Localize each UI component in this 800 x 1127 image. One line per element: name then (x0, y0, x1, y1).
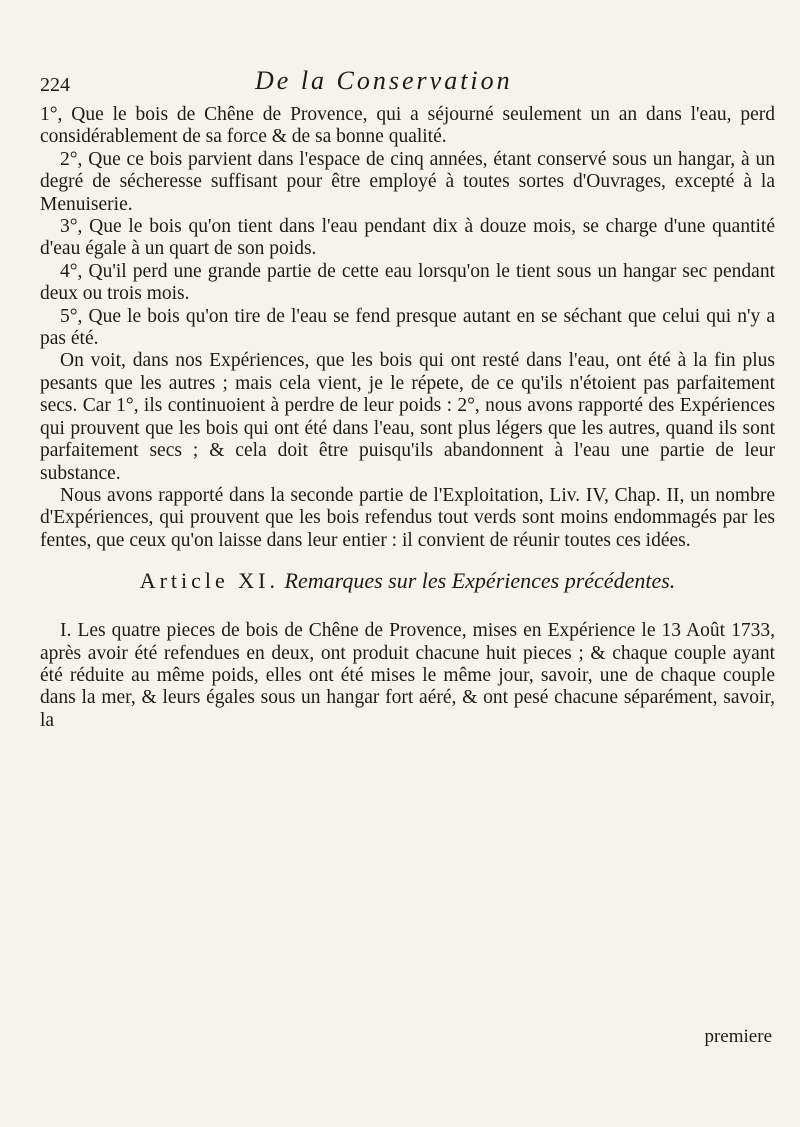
body-text (40, 104, 775, 732)
paragraph-conclusion-5: 5°, Que le bois qu'on tire de l'eau se fend presque autant en se séchant que celui qui n'y a pas été. (40, 305, 775, 350)
page-header (40, 66, 760, 106)
paragraph-conclusion-3: 3°, Que le bois qu'on tient dans l'eau pendant dix à douze mois, se charge d'une quantité d'eau égale à un quart de son poids. (40, 216, 775, 260)
article-title: Remarques sur les Expériences précédentes. (284, 568, 676, 594)
page-number: 224 (40, 74, 70, 96)
catchword: premiere (704, 1026, 772, 1047)
paragraph-conclusion-1: 1°, Que le bois de Chêne de Provence, qui a séjourné seulement un an dans l'eau, perd considérablement de sa force & de sa bonne qualité. (40, 104, 775, 148)
paragraph-article-1: I. Les quatre pieces de bois de Chêne de Provence, mises en Expérience le 13 Août 1733, après avoir été refendues en deux, ont produit chacune huit pieces ; & chaque couple ayant été réduite au même poids, elles ont été mises le même jour, savoir, une de chaque couple dans la mer, & leurs égales sous un hangar fort aéré, & ont pesé chacune séparément, savoir, la (40, 620, 775, 731)
running-title: De la Conservation (255, 66, 513, 95)
paragraph-nous-avons: Nous avons rapporté dans la seconde partie de l'Exploitation, Liv. IV, Chap. II, un nombre d'Expériences, qui prouvent que les bois refendus tout verds sont moins endommagés par les fentes, que ceux qu'on laisse dans leur entier : il convient de réunir toutes ces idées. (40, 484, 775, 551)
paragraph-conclusion-4: 4°, Qu'il perd une grande partie de cette eau lorsqu'on le tient sous un hangar sec pendant deux ou trois mois. (40, 260, 775, 305)
article-label: Article XI. (139, 568, 279, 594)
paragraph-conclusion-2: 2°, Que ce bois parvient dans l'espace de cinq années, étant conservé sous un hangar, à un degré de sécheresse suffisant pour être employé à toutes sortes d'Ouvrages, excepté à la Menuiserie. (40, 148, 775, 215)
article-heading (40, 568, 775, 594)
paragraph-on-voit: On voit, dans nos Expériences, que les bois qui ont resté dans l'eau, ont été à la fin plus pesants que les autres ; mais cela vient, je le répete, de ce qu'ils n'étoient pas parfaitement secs. Car 1°, ils continuoient à perdre de leur poids : 2°, nous avons rapporté des Expériences qui prouvent que les bois qui ont été dans l'eau, sont plus légers que les autres, quand ils sont parfaitement secs ; & cela doit être puisqu'ils abandonnent à l'eau une partie de leur substance. (40, 350, 775, 484)
